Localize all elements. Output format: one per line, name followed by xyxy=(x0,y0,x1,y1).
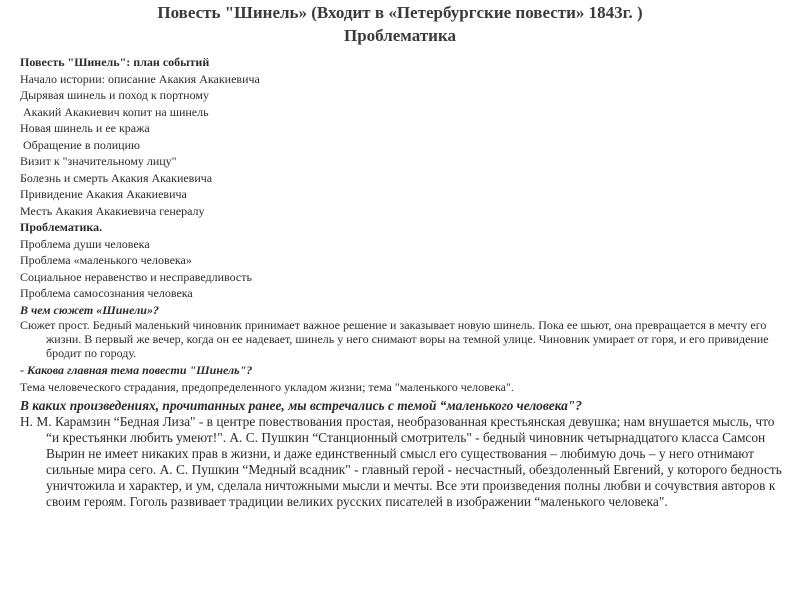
plan-item: Месть Акакия Акакиевича генералу xyxy=(20,203,205,218)
problem-item: Проблема «маленького человека» xyxy=(20,253,192,267)
plan-heading: Повесть "Шинель": план событий xyxy=(20,55,210,69)
problem-item: Социальное неравенство и несправедливость xyxy=(20,269,252,284)
plan-item: Начало истории: описание Акакия Акакиевича xyxy=(20,71,260,86)
slide-title xyxy=(0,0,800,46)
slide-body xyxy=(20,54,790,510)
works-answer: Н. М. Карамзин “Бедная Лиза" - в центре повествования простая, необразованная крестьянская девушка; нам внушается мысль, что “и крестьянки любить умеют!". А. С. Пушкин “Станционный смотритель" - бедный чиновник четырнадцатого класса Самсон Вырин не имеет никаких прав в жизни, и даже единственный смысл его существования – любимую дочь – у него отнимают сильные мира сего. А. С. Пушкин “Медный всадник" - главный герой - несчастный, обездоленный Евгений, у которого бедность уничтожила и характер, и ум, сделала ничтожными мысли и мечты. Все эти произведения полны любви и сочувствия авторов к своим героям. Гоголь развивает традиции великих русских писателей в изображении “маленького человека". xyxy=(20,414,782,509)
problems-heading: Проблематика. xyxy=(20,220,103,234)
works-question: В каких произведениях, прочитанных ранее, мы встречались с темой “маленького человека"? xyxy=(20,398,582,413)
plan-item: Акакий Акакиевич копит на шинель xyxy=(20,104,209,119)
plot-answer: Сюжет прост. Бедный маленький чиновник принимает важное решение и заказывает новую шинель. Пока ее шьют, она превращается в мечту его жизни. В первый же вечер, когда он ее надевает, шинель у него снимают воры на темной улице. Чиновник умирает от горя, и его привидение бродит по городу. xyxy=(20,318,769,360)
plan-item: Новая шинель и ее кража xyxy=(20,121,150,135)
problem-item: Проблема самосознания человека xyxy=(20,286,193,300)
theme-answer: Тема человеческого страдания, предопределенного укладом жизни; тема "маленького человека". xyxy=(20,379,514,394)
plan-item: Дырявая шинель и поход к портному xyxy=(20,88,209,102)
plan-item: Визит к "значительному лицу" xyxy=(20,154,177,168)
theme-question: - Какова главная тема повести "Шинель"? xyxy=(20,363,253,377)
plan-item: Обращение в полицию xyxy=(20,137,140,152)
plot-question: В чем сюжет «Шинели»? xyxy=(20,302,159,317)
problem-item: Проблема души человека xyxy=(20,236,150,251)
title-line-1: Повесть "Шинель» (Входит в «Петербургские повести» 1843г. ) xyxy=(157,3,643,22)
plan-item: Болезнь и смерть Акакия Акакиевича xyxy=(20,170,213,185)
plan-item: Привидение Акакия Акакиевича xyxy=(20,187,187,201)
title-line-2: Проблематика xyxy=(343,26,457,45)
